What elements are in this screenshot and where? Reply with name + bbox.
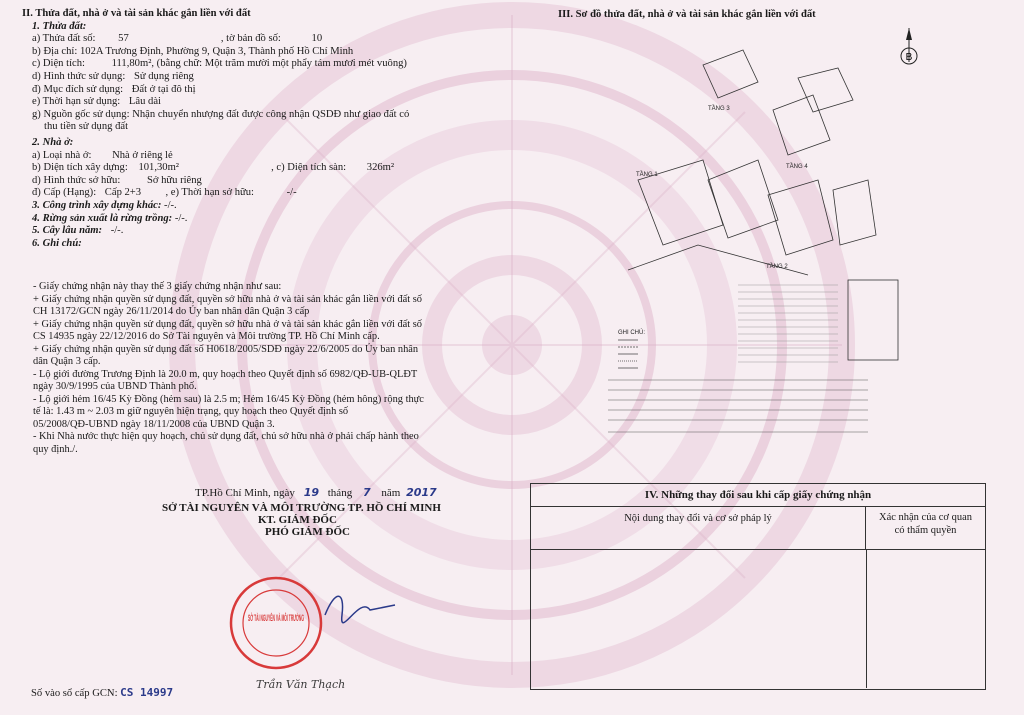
term-label: e) Thời hạn sử dụng: bbox=[32, 96, 121, 108]
forest-row bbox=[22, 213, 502, 226]
notes-heading: 6. Ghi chú: bbox=[32, 237, 82, 249]
note-line: CH 13172/GCN ngày 26/11/2014 do Ủy ban nhân dân Quận 3 cấp bbox=[33, 306, 310, 317]
floor-3-plan bbox=[703, 50, 758, 98]
own-form-value: Sở hữu riêng bbox=[146, 174, 202, 186]
location-inset bbox=[848, 280, 898, 360]
floor-4-label: TẦNG 4 bbox=[786, 164, 808, 170]
other-construction-row bbox=[22, 200, 502, 213]
changes-table bbox=[530, 483, 986, 690]
note-line: tế là: 1.43 m ~ 2.03 m giữ nguyên hiện trạng, quy hoạch theo Quyết định số bbox=[33, 406, 349, 417]
note-line: quy định./. bbox=[33, 443, 78, 455]
address-label: b) Địa chỉ: bbox=[32, 45, 78, 57]
date-prefix: TP.Hồ Chí Minh, ngày bbox=[195, 487, 295, 499]
changes-header-row bbox=[531, 507, 985, 550]
floor-1-label: TẦNG 1 bbox=[636, 172, 658, 178]
date-year: 2017 bbox=[406, 486, 437, 499]
perennial-row bbox=[22, 225, 502, 238]
compass-label: B bbox=[905, 52, 913, 63]
parcel-number: 57 bbox=[118, 33, 129, 45]
issuing-organization: SỞ TÀI NGUYÊN VÀ MÔI TRƯỜNG TP. HỒ CHÍ MINH bbox=[162, 502, 441, 514]
use-form-value: Sử dụng riêng bbox=[133, 70, 194, 82]
house-heading: 2. Nhà ở: bbox=[32, 136, 74, 148]
legend-title: GHI CHÚ: bbox=[618, 330, 645, 336]
address-row bbox=[22, 46, 502, 59]
forest-value: -/-. bbox=[174, 212, 188, 224]
notes-list bbox=[33, 281, 488, 456]
note-line: - Khi Nhà nước thực hiện quy hoạch, chủ sử dụng đất, chủ sở hữu nhà ở phải chấp hành theo bbox=[33, 431, 419, 442]
date-day: 19 bbox=[303, 486, 319, 499]
area-label: c) Diện tích: bbox=[32, 58, 85, 70]
note-line: - Giấy chứng nhận này thay thế 3 giấy chứng nhận như sau: bbox=[33, 281, 282, 292]
parcel-label: a) Thửa đất số: bbox=[32, 33, 96, 45]
house-type-label: a) Loại nhà ở: bbox=[32, 149, 92, 161]
floor-2-label: TẦNG 2 bbox=[766, 264, 788, 270]
changes-col-content: Nội dung thay đổi và cơ sở pháp lý bbox=[531, 507, 866, 549]
other-construction-heading: 3. Công trình xây dựng khác: bbox=[32, 199, 162, 211]
confirm-line-2: có thẩm quyền bbox=[894, 525, 957, 536]
changes-title: IV. Những thay đổi sau khi cấp giấy chứng nhận bbox=[531, 484, 985, 507]
floor-area-label: , c) Diện tích sàn: bbox=[271, 162, 347, 174]
perennial-heading: 5. Cây lâu năm: bbox=[32, 225, 103, 237]
kt-director: KT. GIÁM ĐỐC bbox=[258, 514, 337, 526]
floor-2-plan bbox=[768, 180, 833, 255]
adjacent-plot bbox=[798, 68, 853, 112]
purpose-row bbox=[22, 84, 502, 97]
build-area-value: 101,30m² bbox=[138, 162, 179, 174]
section-2-title: II. Thửa đất, nhà ở và tài sản khác gắn liền với đất bbox=[22, 8, 251, 19]
origin-row bbox=[22, 109, 502, 122]
changes-body bbox=[531, 550, 985, 688]
origin-value-1: Nhận chuyển nhượng đất được công nhận QSDĐ như giao đất có bbox=[132, 108, 410, 120]
origin-label: g) Nguồn gốc sử dụng: bbox=[32, 108, 130, 120]
note-line: + Giấy chứng nhận quyền sử dụng đất số H0618/2005/SDĐ ngày 22/6/2005 do Ủy ban nhân bbox=[33, 343, 419, 355]
grade-row bbox=[22, 187, 502, 200]
house-type-value: Nhà ở riêng lẻ bbox=[112, 149, 173, 161]
note-line: dân Quận 3 cấp. bbox=[33, 356, 101, 367]
note-line: - Lộ giới hẻm 16/45 Kỳ Đồng (hẻm sau) là 2.5 m; Hẻm 16/45 Kỳ Đồng (hẻm hông) rộng thực bbox=[33, 393, 424, 405]
area-value: 111,80m², (bằng chữ: Một trăm mười một phẩy tám mươi mét vuông) bbox=[111, 58, 407, 70]
parcel-diagram bbox=[608, 40, 908, 440]
address-value: 102A Trương Định, Phường 9, Quận 3, Thành phố Hồ Chí Minh bbox=[79, 45, 354, 57]
gcn-register bbox=[31, 686, 173, 699]
note-line: - Lộ giới đường Trương Định là 20.0 m, quy hoạch theo Quyết định số 6982/QĐ-UB-QLĐT bbox=[33, 368, 418, 380]
handwritten-signature bbox=[320, 585, 400, 625]
own-term-label: , e) Thời hạn sở hữu: bbox=[165, 187, 254, 199]
purpose-value: Đất ở tại đô thị bbox=[131, 83, 196, 95]
own-term-value: -/- bbox=[286, 187, 297, 199]
term-row bbox=[22, 96, 502, 109]
confirm-line-1: Xác nhận của cơ quan bbox=[878, 512, 972, 523]
grade-label: đ) Cấp (Hạng): bbox=[32, 187, 97, 199]
purpose-label: đ) Mục đích sử dụng: bbox=[32, 83, 124, 95]
note-line: + Giấy chứng nhận quyền sử dụng đất, quyền sở hữu nhà ở và tài sản khác gắn liền với đất số bbox=[33, 318, 422, 330]
changes-body-content bbox=[531, 550, 867, 688]
use-form-row bbox=[22, 71, 502, 84]
note-line: + Giấy chứng nhận quyền sử dụng đất, quyền sở hữu nhà ở và tài sản khác gắn liền với đất số bbox=[33, 293, 422, 305]
deputy-director: PHÓ GIÁM ĐỐC bbox=[265, 526, 350, 538]
map-number: 10 bbox=[311, 33, 323, 45]
note-line: 05/2008/QĐ-UBND ngày 18/11/2008 của UBND Quận 3. bbox=[33, 418, 275, 430]
term-value: Lâu dài bbox=[128, 96, 161, 108]
note-line: ngày 30/9/1995 của UBND Thành phố. bbox=[33, 381, 197, 392]
road-line bbox=[628, 245, 808, 275]
section-2 bbox=[22, 8, 502, 250]
signature-block bbox=[150, 486, 530, 538]
perennial-value: -/-. bbox=[110, 225, 124, 237]
house-type-row bbox=[22, 150, 502, 163]
land-heading: 1. Thửa đất: bbox=[32, 20, 87, 32]
floor-4-plan bbox=[773, 95, 830, 155]
parcel-row bbox=[22, 33, 502, 46]
gcn-number: CS 14997 bbox=[120, 686, 174, 699]
own-form-label: d) Hình thức sở hữu: bbox=[32, 174, 121, 186]
floor-3-label: TẦNG 3 bbox=[708, 106, 730, 112]
grade-value: Cấp 2+3 bbox=[104, 187, 142, 199]
own-form-row bbox=[22, 175, 502, 188]
other-construction-value: -/-. bbox=[164, 199, 177, 211]
origin-value-2: thu tiền sử dụng đất bbox=[44, 121, 129, 133]
signer-name: Trần Văn Thạch bbox=[256, 678, 346, 691]
map-label: , tờ bản đồ số: bbox=[220, 33, 281, 45]
month-label: tháng bbox=[327, 487, 353, 499]
forest-heading: 4. Rừng sản xuất là rừng trồng: bbox=[32, 212, 173, 224]
floor-area-value: 326m² bbox=[366, 162, 395, 174]
area-row bbox=[22, 58, 502, 71]
seal-text: SỞ TÀI NGUYÊN VÀ MÔI TRƯỜNG bbox=[248, 613, 398, 623]
year-label: năm bbox=[381, 487, 401, 499]
gcn-label: Số vào sổ cấp GCN: bbox=[31, 688, 118, 699]
date-month: 7 bbox=[362, 486, 371, 499]
changes-col-confirm bbox=[866, 507, 985, 549]
build-area-row bbox=[22, 162, 502, 175]
issue-date bbox=[150, 486, 530, 499]
official-seal bbox=[228, 575, 398, 671]
build-area-label: b) Diện tích xây dựng: bbox=[32, 162, 128, 174]
use-form-label: d) Hình thức sử dụng: bbox=[32, 70, 126, 82]
note-line: CS 14935 ngày 22/12/2016 do Sở Tài nguyên và Môi trường TP. Hồ Chí Minh cấp. bbox=[33, 331, 380, 342]
section-3-title: III. Sơ đồ thửa đất, nhà ở và tài sản khác gắn liền với đất bbox=[558, 9, 816, 20]
adjacent-block bbox=[833, 180, 876, 245]
